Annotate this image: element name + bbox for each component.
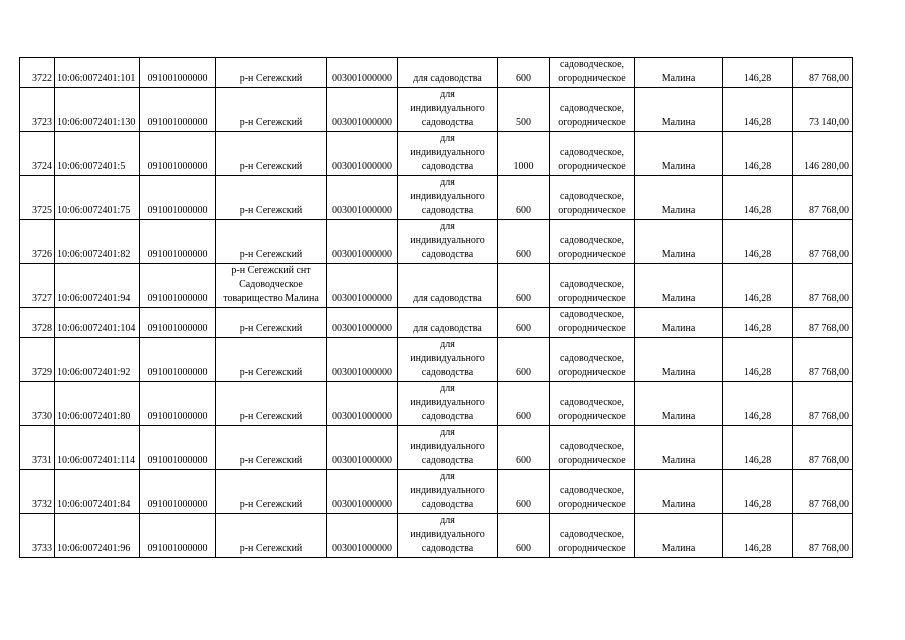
record-number-cell: 3731 (20, 426, 55, 470)
use-category-cell: садоводческое, огородническое (550, 308, 635, 338)
permitted-use-cell: для индивидуального садоводства (398, 132, 498, 176)
area-cell: 600 (498, 338, 550, 382)
record-number-cell: 3723 (20, 88, 55, 132)
specific-value-cell: 146,28 (723, 58, 793, 88)
area-cell: 600 (498, 470, 550, 514)
specific-value-cell: 146,28 (723, 132, 793, 176)
zone-code-cell: 003001000000 (327, 58, 398, 88)
territory-code-cell: 091001000000 (140, 220, 216, 264)
area-cell: 600 (498, 220, 550, 264)
territory-code-cell: 091001000000 (140, 264, 216, 308)
zone-code-cell: 003001000000 (327, 382, 398, 426)
table-row (20, 176, 853, 220)
territory-code-cell: 091001000000 (140, 58, 216, 88)
use-category-cell: садоводческое, огородническое (550, 338, 635, 382)
cadastral-value-cell: 87 768,00 (793, 426, 853, 470)
permitted-use-cell: для индивидуального садоводства (398, 426, 498, 470)
area-cell: 600 (498, 58, 550, 88)
use-category-cell: садоводческое, огородническое (550, 58, 635, 88)
settlement-name-cell: Малина (635, 58, 723, 88)
specific-value-cell: 146,28 (723, 264, 793, 308)
address-cell: р-н Сегежский (216, 220, 327, 264)
specific-value-cell: 146,28 (723, 88, 793, 132)
zone-code-cell: 003001000000 (327, 88, 398, 132)
address-cell: р-н Сегежский (216, 308, 327, 338)
cadastral-number-cell: 10:06:0072401:96 (55, 514, 140, 558)
use-category-cell: садоводческое, огородническое (550, 132, 635, 176)
permitted-use-cell: для индивидуального садоводства (398, 382, 498, 426)
area-cell: 600 (498, 308, 550, 338)
cadastral-value-cell: 73 140,00 (793, 88, 853, 132)
table-body (20, 58, 853, 558)
cadastral-value-cell: 87 768,00 (793, 308, 853, 338)
cadastral-number-cell: 10:06:0072401:82 (55, 220, 140, 264)
zone-code-cell: 003001000000 (327, 470, 398, 514)
record-number-cell: 3732 (20, 470, 55, 514)
cadastral-number-cell: 10:06:0072401:114 (55, 426, 140, 470)
address-cell: р-н Сегежский снт Садоводческое товарищество Малина (216, 264, 327, 308)
address-cell: р-н Сегежский (216, 470, 327, 514)
specific-value-cell: 146,28 (723, 426, 793, 470)
table-row (20, 382, 853, 426)
zone-code-cell: 003001000000 (327, 264, 398, 308)
settlement-name-cell: Малина (635, 308, 723, 338)
address-cell: р-н Сегежский (216, 132, 327, 176)
table-row (20, 338, 853, 382)
address-cell: р-н Сегежский (216, 514, 327, 558)
use-category-cell: садоводческое, огородническое (550, 176, 635, 220)
settlement-name-cell: Малина (635, 382, 723, 426)
cadastral-number-cell: 10:06:0072401:130 (55, 88, 140, 132)
territory-code-cell: 091001000000 (140, 88, 216, 132)
cadastral-number-cell: 10:06:0072401:92 (55, 338, 140, 382)
territory-code-cell: 091001000000 (140, 176, 216, 220)
area-cell: 600 (498, 426, 550, 470)
territory-code-cell: 091001000000 (140, 338, 216, 382)
use-category-cell: садоводческое, огородническое (550, 264, 635, 308)
area-cell: 600 (498, 514, 550, 558)
cadastral-value-cell: 87 768,00 (793, 514, 853, 558)
area-cell: 500 (498, 88, 550, 132)
permitted-use-cell: для садоводства (398, 264, 498, 308)
cadastral-number-cell: 10:06:0072401:101 (55, 58, 140, 88)
use-category-cell: садоводческое, огородническое (550, 426, 635, 470)
record-number-cell: 3727 (20, 264, 55, 308)
specific-value-cell: 146,28 (723, 308, 793, 338)
territory-code-cell: 091001000000 (140, 514, 216, 558)
record-number-cell: 3726 (20, 220, 55, 264)
cadastral-number-cell: 10:06:0072401:104 (55, 308, 140, 338)
land-register-table (19, 57, 853, 558)
specific-value-cell: 146,28 (723, 470, 793, 514)
table-row (20, 470, 853, 514)
settlement-name-cell: Малина (635, 426, 723, 470)
record-number-cell: 3730 (20, 382, 55, 426)
permitted-use-cell: для индивидуального садоводства (398, 88, 498, 132)
record-number-cell: 3725 (20, 176, 55, 220)
settlement-name-cell: Малина (635, 132, 723, 176)
specific-value-cell: 146,28 (723, 220, 793, 264)
permitted-use-cell: для индивидуального садоводства (398, 470, 498, 514)
cadastral-number-cell: 10:06:0072401:5 (55, 132, 140, 176)
use-category-cell: садоводческое, огородническое (550, 88, 635, 132)
cadastral-number-cell: 10:06:0072401:75 (55, 176, 140, 220)
settlement-name-cell: Малина (635, 176, 723, 220)
address-cell: р-н Сегежский (216, 58, 327, 88)
use-category-cell: садоводческое, огородническое (550, 382, 635, 426)
area-cell: 600 (498, 176, 550, 220)
record-number-cell: 3728 (20, 308, 55, 338)
use-category-cell: садоводческое, огородническое (550, 470, 635, 514)
use-category-cell: садоводческое, огородническое (550, 220, 635, 264)
territory-code-cell: 091001000000 (140, 382, 216, 426)
table-row (20, 220, 853, 264)
address-cell: р-н Сегежский (216, 88, 327, 132)
area-cell: 600 (498, 264, 550, 308)
address-cell: р-н Сегежский (216, 426, 327, 470)
record-number-cell: 3733 (20, 514, 55, 558)
table-row (20, 58, 853, 88)
cadastral-number-cell: 10:06:0072401:84 (55, 470, 140, 514)
zone-code-cell: 003001000000 (327, 132, 398, 176)
settlement-name-cell: Малина (635, 264, 723, 308)
permitted-use-cell: для индивидуального садоводства (398, 220, 498, 264)
table-row (20, 264, 853, 308)
cadastral-number-cell: 10:06:0072401:80 (55, 382, 140, 426)
zone-code-cell: 003001000000 (327, 220, 398, 264)
cadastral-value-cell: 146 280,00 (793, 132, 853, 176)
table-row (20, 132, 853, 176)
specific-value-cell: 146,28 (723, 338, 793, 382)
permitted-use-cell: для индивидуального садоводства (398, 338, 498, 382)
cadastral-value-cell: 87 768,00 (793, 58, 853, 88)
territory-code-cell: 091001000000 (140, 470, 216, 514)
specific-value-cell: 146,28 (723, 382, 793, 426)
table-row (20, 426, 853, 470)
specific-value-cell: 146,28 (723, 514, 793, 558)
table-row (20, 514, 853, 558)
zone-code-cell: 003001000000 (327, 514, 398, 558)
address-cell: р-н Сегежский (216, 338, 327, 382)
cadastral-value-cell: 87 768,00 (793, 382, 853, 426)
zone-code-cell: 003001000000 (327, 338, 398, 382)
territory-code-cell: 091001000000 (140, 308, 216, 338)
settlement-name-cell: Малина (635, 88, 723, 132)
settlement-name-cell: Малина (635, 470, 723, 514)
use-category-cell: садоводческое, огородническое (550, 514, 635, 558)
table-row (20, 308, 853, 338)
zone-code-cell: 003001000000 (327, 308, 398, 338)
record-number-cell: 3722 (20, 58, 55, 88)
cadastral-number-cell: 10:06:0072401:94 (55, 264, 140, 308)
permitted-use-cell: для садоводства (398, 58, 498, 88)
specific-value-cell: 146,28 (723, 176, 793, 220)
permitted-use-cell: для индивидуального садоводства (398, 514, 498, 558)
settlement-name-cell: Малина (635, 514, 723, 558)
territory-code-cell: 091001000000 (140, 132, 216, 176)
cadastral-value-cell: 87 768,00 (793, 220, 853, 264)
cadastral-value-cell: 87 768,00 (793, 338, 853, 382)
cadastral-value-cell: 87 768,00 (793, 470, 853, 514)
permitted-use-cell: для индивидуального садоводства (398, 176, 498, 220)
table-row (20, 88, 853, 132)
permitted-use-cell: для садоводства (398, 308, 498, 338)
address-cell: р-н Сегежский (216, 176, 327, 220)
document-page (19, 57, 853, 558)
zone-code-cell: 003001000000 (327, 426, 398, 470)
settlement-name-cell: Малина (635, 338, 723, 382)
zone-code-cell: 003001000000 (327, 176, 398, 220)
address-cell: р-н Сегежский (216, 382, 327, 426)
area-cell: 600 (498, 382, 550, 426)
settlement-name-cell: Малина (635, 220, 723, 264)
area-cell: 1000 (498, 132, 550, 176)
record-number-cell: 3729 (20, 338, 55, 382)
cadastral-value-cell: 87 768,00 (793, 176, 853, 220)
record-number-cell: 3724 (20, 132, 55, 176)
cadastral-value-cell: 87 768,00 (793, 264, 853, 308)
territory-code-cell: 091001000000 (140, 426, 216, 470)
